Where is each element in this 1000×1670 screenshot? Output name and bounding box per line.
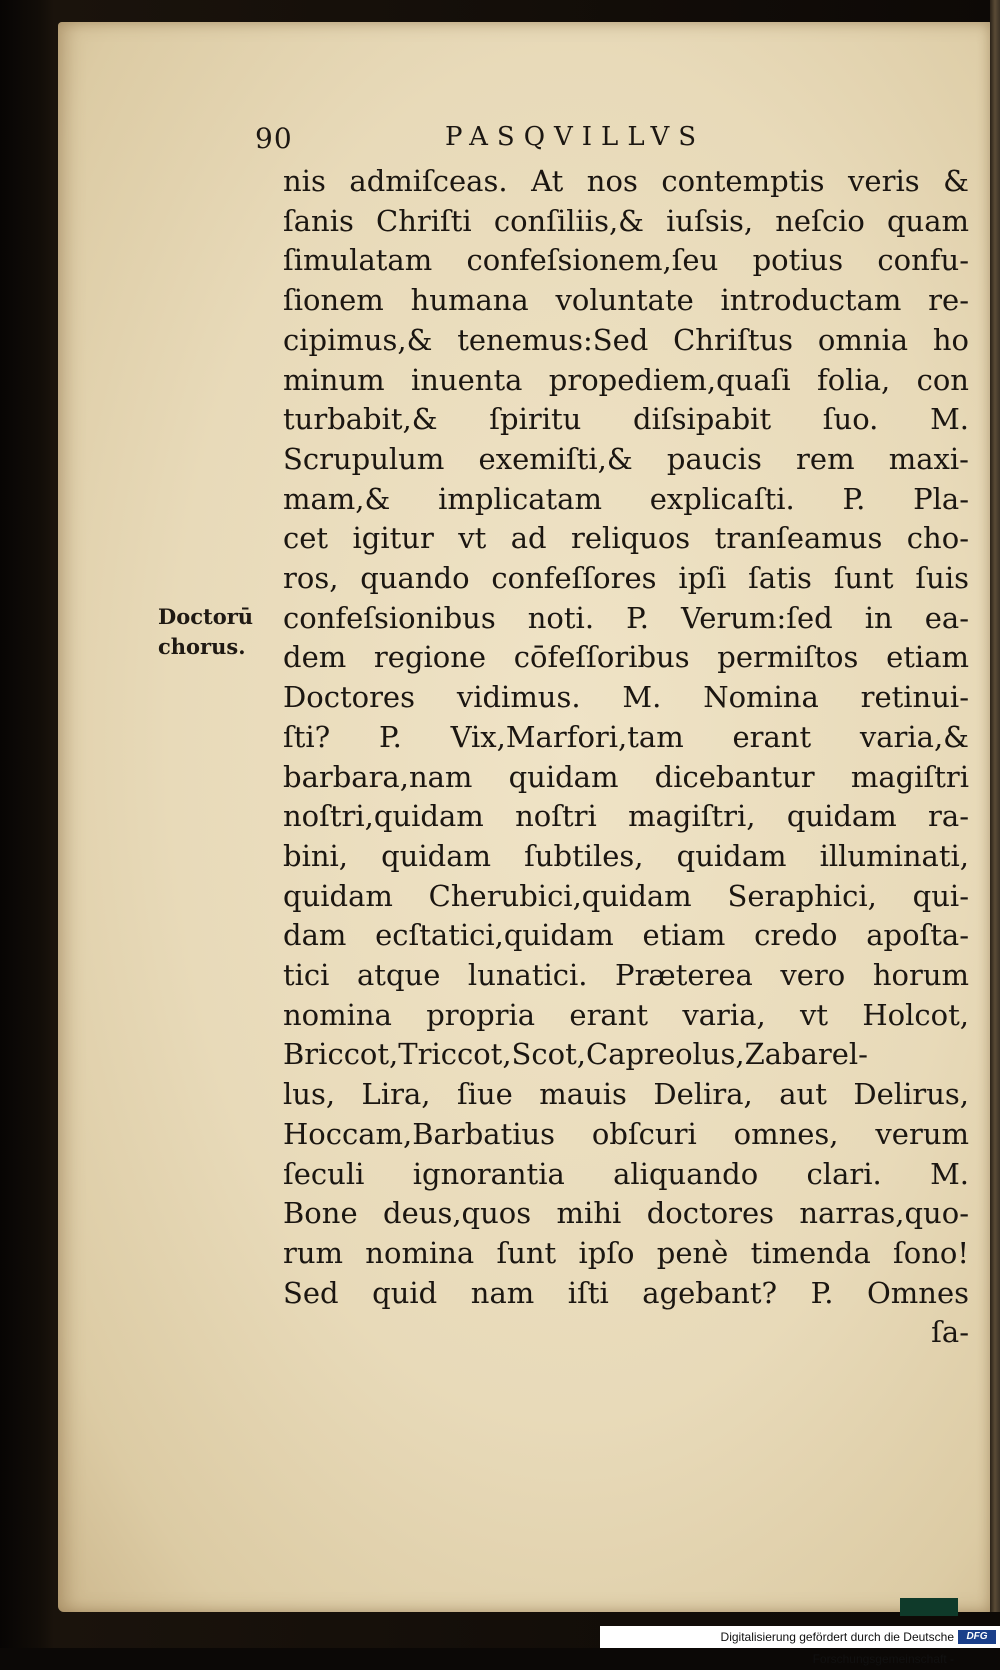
text-line: nomina propria erant varia, vt Holcot, bbox=[283, 997, 969, 1032]
text-line: nis admiſceas. At nos contemptis veris & bbox=[283, 164, 969, 198]
text-line: Bone deus,quos mihi doctores narras,quo- bbox=[283, 1196, 969, 1231]
text-line: dem regione cōfeſſoribus permiſtos etiam bbox=[283, 640, 969, 675]
running-title: PASQVILLVS bbox=[445, 122, 706, 152]
text-line: turbabit,& ſpiritu diſsipabit ſuo. M. bbox=[283, 402, 969, 437]
body-text bbox=[283, 162, 969, 1353]
text-line: Briccot,Triccot,Scot,Capreolus,Zabarel- bbox=[283, 1037, 868, 1072]
text-line: confeſsionibus noti. P. Verum:ſed in ea- bbox=[283, 600, 969, 635]
text-line: mam,& implicatam explicaſti. P. Pla- bbox=[283, 481, 969, 516]
text-line: Doctores vidimus. M. Nomina retinui- bbox=[283, 680, 969, 715]
text-line: dam ecſtatici,quidam etiam credo apoſta- bbox=[283, 918, 969, 953]
marginal-note-line: Doctorū bbox=[158, 604, 254, 629]
marginal-note bbox=[158, 602, 253, 662]
page-header bbox=[255, 122, 815, 162]
page-edge bbox=[990, 0, 1000, 1612]
text-line: ſeculi ignorantia aliquando clari. M. bbox=[283, 1156, 969, 1191]
text-line: cipimus,& tenemus:Sed Chriſtus omnia ho bbox=[283, 322, 969, 357]
text-line: ros, quando confeſſores ipſi ſatis ſunt ſuis bbox=[283, 561, 969, 596]
page-number: 90 bbox=[255, 122, 293, 155]
text-line: lus, Lira, ſiue mauis Delira, aut Delirus, bbox=[283, 1077, 969, 1112]
text-line: bini, quidam ſubtiles, quidam illuminati, bbox=[283, 838, 969, 873]
catchword: ſa- bbox=[931, 1315, 969, 1350]
dfg-logo: DFG bbox=[958, 1630, 996, 1644]
binding-strip bbox=[900, 1598, 958, 1616]
text-line: quidam Cherubici,quidam Seraphici, qui- bbox=[283, 878, 969, 913]
text-line: tici atque lunatici. Præterea vero horum bbox=[283, 958, 969, 993]
text-line: ſti? P. Vix,Marfori,tam erant varia,& bbox=[283, 719, 969, 754]
text-line: noſtri,quidam noſtri magiſtri, quidam ra- bbox=[283, 799, 969, 834]
text-line: ſanis Chriſti conſiliis,& iuſsis, neſcio quam bbox=[283, 203, 969, 238]
digitization-banner bbox=[600, 1626, 1000, 1666]
banner-text: Digitalisierung gefördert durch die Deutsche Forschungsgemeinschaft - bbox=[720, 1630, 954, 1666]
text-line: Sed quid nam iſti agebant? P. Omnes bbox=[283, 1275, 969, 1310]
text-line: ſimulatam confeſsionem,ſeu potius confu- bbox=[283, 243, 969, 278]
text-line: rum nomina ſunt ipſo penè timenda ſono! bbox=[283, 1235, 969, 1270]
text-line: ſionem humana voluntate introductam re- bbox=[283, 283, 969, 318]
text-line: cet igitur vt ad reliquos tranſeamus cho- bbox=[283, 521, 969, 556]
marginal-note-line: chorus. bbox=[158, 634, 246, 659]
text-line: Scrupulum exemiſti,& paucis rem maxi- bbox=[283, 441, 969, 476]
text-line: Hoccam,Barbatius obſcuri omnes, verum bbox=[283, 1116, 969, 1151]
text-line: minum inuenta propediem,quaſi folia, con bbox=[283, 362, 969, 397]
text-line: barbara,nam quidam dicebantur magiſtri bbox=[283, 759, 969, 794]
